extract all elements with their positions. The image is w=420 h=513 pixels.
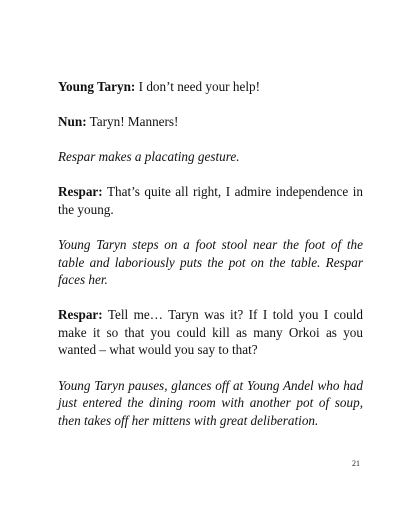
stage-direction: Respar makes a placating gesture. — [58, 149, 240, 165]
speaker-name: Respar: — [58, 184, 103, 200]
dialogue-line — [58, 306, 363, 359]
dialogue-text: Tell me… Taryn was it? If I told you I could make it so that you could kill as many Orkoi as you wanted – what would you say to that? — [58, 307, 363, 358]
speaker-name: Young Taryn: — [58, 79, 136, 94]
speaker-name: Respar: — [58, 307, 103, 323]
page-number: 21 — [352, 459, 360, 468]
dialogue-text: That’s quite all right, I admire independence in the young. — [58, 184, 363, 217]
dialogue-line — [58, 78, 363, 96]
speaker-name: Nun: — [58, 114, 87, 130]
dialogue-text: Taryn! Manners! — [86, 114, 179, 130]
stage-direction: Young Taryn steps on a foot stool near the foot of the table and laboriously puts the pot on the table. Respar faces her. — [58, 236, 363, 288]
script-text — [58, 78, 363, 429]
dialogue-line — [58, 183, 363, 218]
stage-direction: Young Taryn pauses, glances off at Young Andel who had just entered the dining room with another pot of soup, then takes off her mittens with great deliberation. — [58, 377, 363, 428]
dialogue-line — [58, 113, 363, 131]
dialogue-text: I don’t need your help! — [135, 79, 260, 94]
